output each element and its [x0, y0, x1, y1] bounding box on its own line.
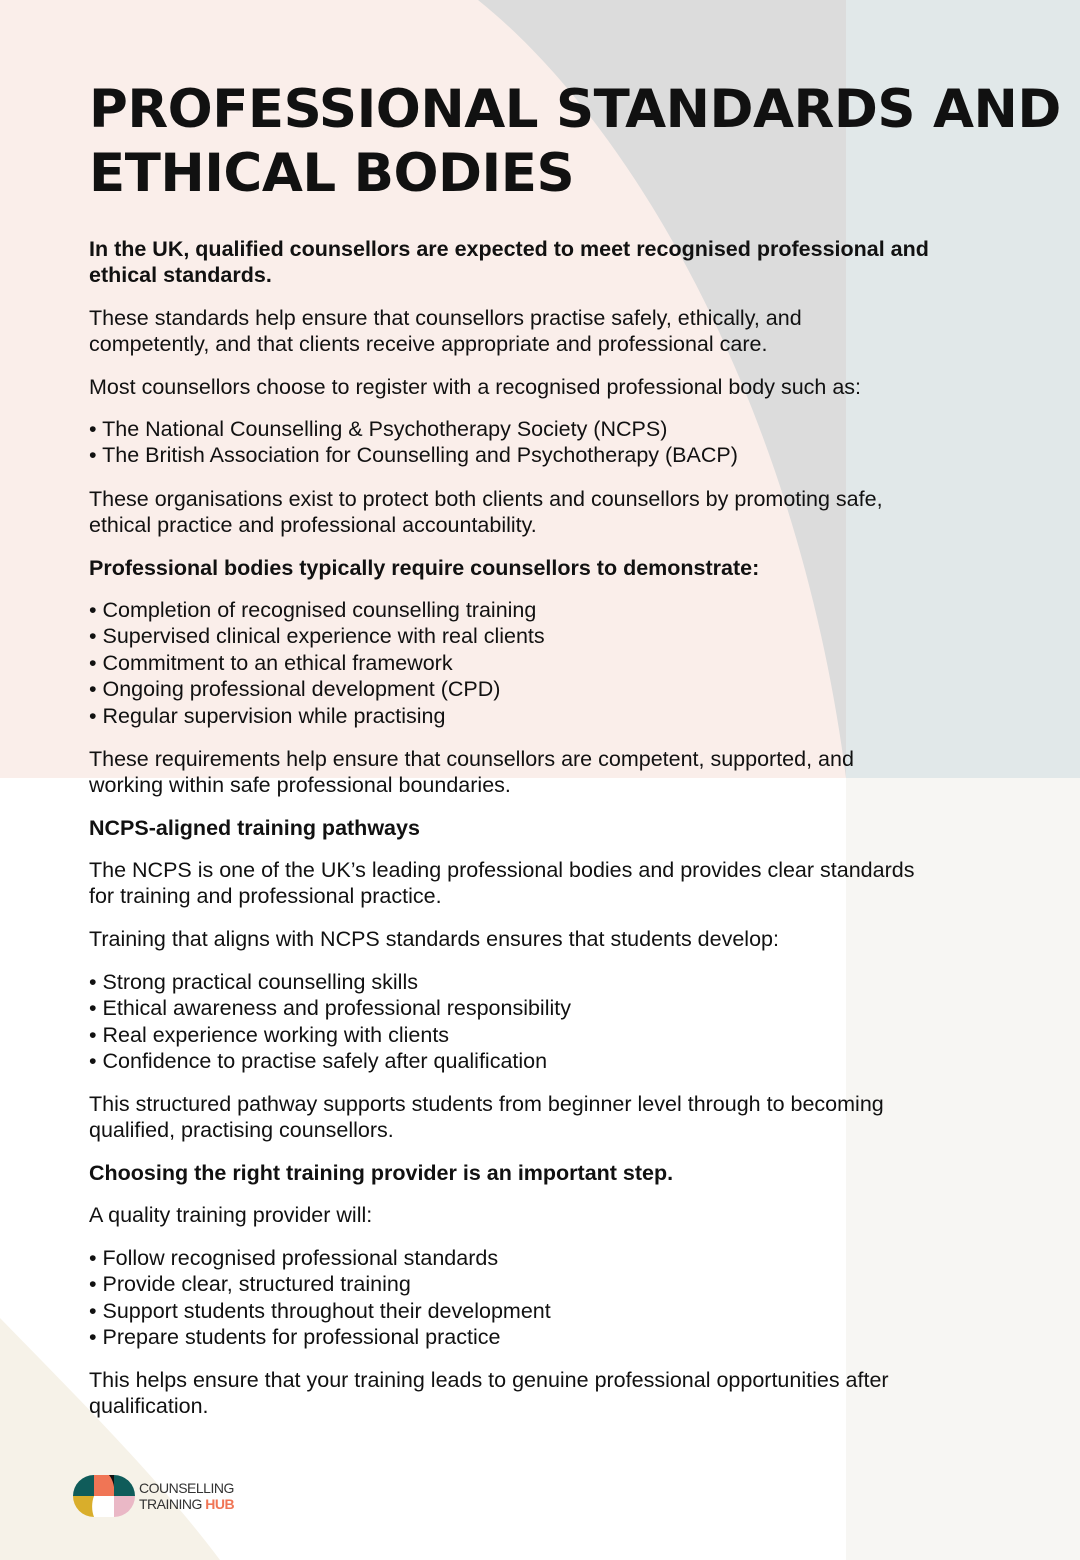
- paragraph: [89, 857, 914, 910]
- section-heading: Choosing the right training provider is an important step.: [89, 1161, 674, 1185]
- list-item: • Ongoing professional development (CPD): [89, 677, 501, 702]
- text-line: The NCPS is one of the UK’s leading professional bodies and provides clear standards: [89, 858, 915, 882]
- list-item: • Completion of recognised counselling training: [89, 598, 537, 622]
- counselling-training-hub-logo: [73, 1475, 234, 1517]
- text-line: ethical practice and professional accountability.: [89, 513, 537, 538]
- intro-bold: [89, 236, 929, 289]
- paragraph: [89, 1091, 884, 1144]
- bodies-list: [89, 416, 738, 469]
- list-item: • Supervised clinical experience with real clients: [89, 624, 545, 649]
- list-item: • Provide clear, structured training: [89, 1272, 411, 1297]
- text-line: Training that aligns with NCPS standards ensures that students develop:: [89, 927, 779, 951]
- text-line: These standards help ensure that counsellors practise safely, ethically, and: [89, 306, 802, 330]
- text-line: These organisations exist to protect both clients and counsellors by promoting safe,: [89, 487, 883, 511]
- paragraph: [89, 746, 854, 799]
- list-item: • The British Association for Counselling and Psychotherapy (BACP): [89, 443, 738, 468]
- text-line: A quality training provider will:: [89, 1203, 373, 1227]
- text-line: competently, and that clients receive appropriate and professional care.: [89, 332, 768, 357]
- logo-line: TRAINING: [139, 1496, 206, 1512]
- paragraph: [89, 305, 802, 358]
- list-item: • Support students throughout their development: [89, 1298, 551, 1323]
- section-heading: NCPS-aligned training pathways: [89, 816, 420, 840]
- logo-hub: HUB: [205, 1496, 235, 1512]
- text-line: working within safe professional boundaries.: [89, 773, 511, 798]
- list-item: • Ethical awareness and professional responsibility: [89, 996, 571, 1021]
- text-line: qualified, practising counsellors.: [89, 1118, 394, 1143]
- list-item: • Confidence to practise safely after qualification: [89, 1049, 548, 1074]
- text-line: for training and professional practice.: [89, 884, 442, 909]
- text-line: Most counsellors choose to register with a recognised professional body such as:: [89, 375, 862, 399]
- paragraph: [89, 1367, 889, 1420]
- list-item: • Strong practical counselling skills: [89, 970, 418, 994]
- list-item: • Commitment to an ethical framework: [89, 650, 453, 675]
- paragraph: [89, 486, 883, 539]
- page-title: [89, 78, 1061, 206]
- text-line: This structured pathway supports students from beginner level through to becoming: [89, 1092, 884, 1116]
- text-line: qualification.: [89, 1394, 209, 1419]
- text-line: In the UK, qualified counsellors are expected to meet recognised professional and: [89, 237, 929, 261]
- title-line: PROFESSIONAL STANDARDS AND: [89, 79, 1061, 140]
- logo-text: [139, 1480, 234, 1512]
- list-item: • Regular supervision while practising: [89, 703, 446, 728]
- requirements-list: [89, 597, 545, 729]
- text-line: These requirements help ensure that counsellors are competent, supported, and: [89, 747, 854, 771]
- provider-list: [89, 1245, 551, 1351]
- list-item: • The National Counselling & Psychotherapy Society (NCPS): [89, 417, 668, 441]
- paragraph: [89, 926, 779, 952]
- develop-list: [89, 969, 571, 1075]
- text-line: This helps ensure that your training leads to genuine professional opportunities after: [89, 1368, 889, 1392]
- paragraph: [89, 1202, 372, 1228]
- logo-mark-icon: [73, 1475, 135, 1517]
- list-item: • Prepare students for professional practice: [89, 1325, 501, 1350]
- list-item: • Real experience working with clients: [89, 1022, 450, 1047]
- list-item: • Follow recognised professional standards: [89, 1246, 499, 1270]
- paragraph: [89, 374, 861, 400]
- section-heading: Professional bodies typically require counsellors to demonstrate:: [89, 556, 760, 580]
- title-line: ETHICAL BODIES: [89, 143, 575, 204]
- text-line: ethical standards.: [89, 263, 272, 288]
- logo-line: COUNSELLING: [139, 1480, 234, 1496]
